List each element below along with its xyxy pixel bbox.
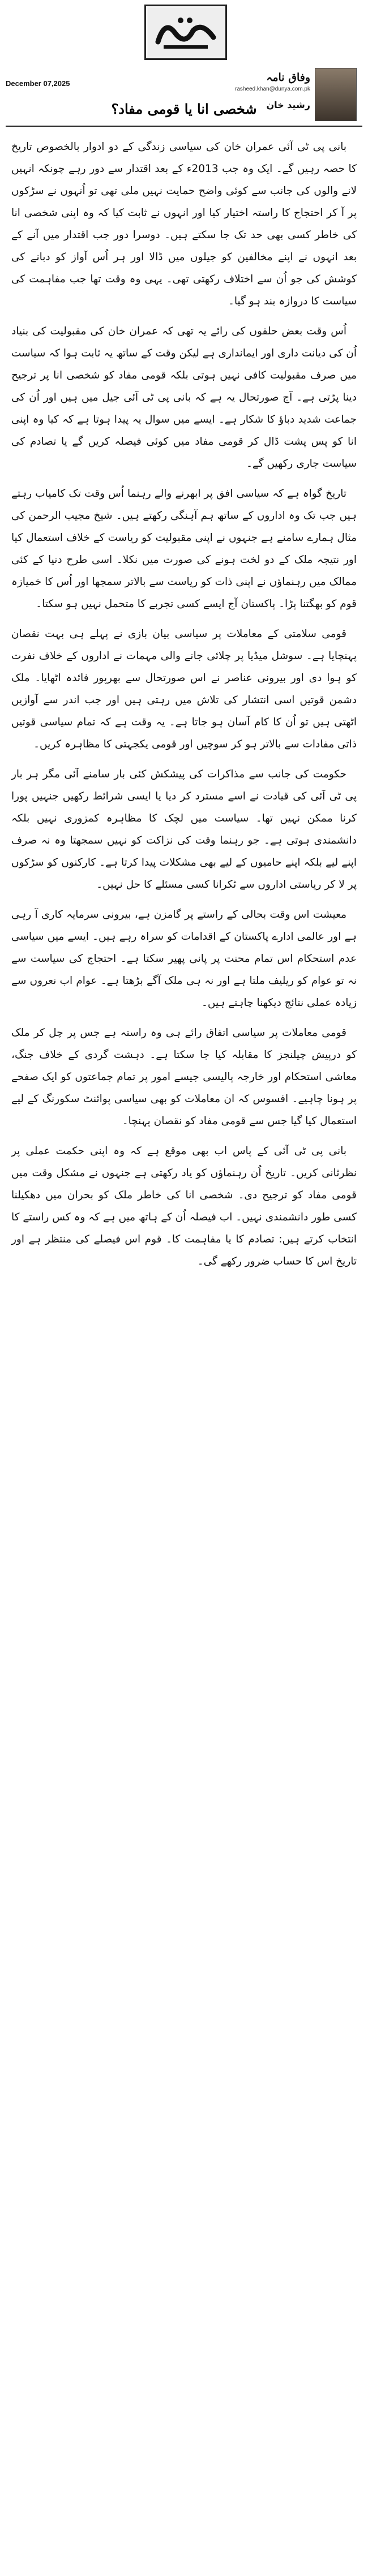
publication-date: December 07,2025 (6, 79, 70, 88)
article-paragraph: تاریخ گواہ ہے کہ سیاسی افق پر ابھرنے والے رہنما اُس وقت تک کامیاب رہتے ہیں جب تک وہ اداروں کے ساتھ ہم آہنگی رکھتے ہیں۔ شیخ مجیب الرحمن کی مثال ہمارے سامنے ہے جنہوں نے اپنی مقبولیت کو ریاست کے خلاف استعمال کیا اور نتیجہ ملک کے دو لخت ہونے کی صورت میں نکلا۔ اسی طرح دنیا کے کئی ممالک میں رہنماؤں نے اپنی ذات کو ریاست سے بالاتر سمجھا اور اُس کا خمیازہ قوم کو بھگتنا پڑا۔ پاکستان آج ایسے کسی تجربے کا متحمل نہیں ہو سکتا۔ (11, 488, 357, 610)
article-paragraph: معیشت اس وقت بحالی کے راستے پر گامزن ہے، بیرونی سرمایہ کاری آ رہی ہے اور عالمی ادارے پاکستان کے اقدامات کو سراہ رہے ہیں۔ ایسے میں سیاسی عدم استحکام اس تمام محنت پر پانی پھیر سکتا ہے۔ احتجاج کی سیاست سے نہ تو عوام کو ریلیف ملتا ہے اور نہ ہی ملک آگے بڑھتا ہے۔ عوام اب نعروں سے زیادہ عملی نتائج دیکھنا چاہتے ہیں۔ (11, 909, 357, 1009)
logo-graphic (148, 8, 224, 57)
article-paragraph: قومی معاملات پر سیاسی اتفاق رائے ہی وہ راستہ ہے جس پر چل کر ملک کو درپیش چیلنجز کا مقابلہ کیا جا سکتا ہے۔ دہشت گردی کے خلاف جنگ، معاشی استحکام اور خارجہ پالیسی جیسے امور پر تمام جماعتوں کو ایک صفحے پر ہونا چاہیے۔ افسوس کہ ان معاملات کو بھی سیاسی پوائنٹ سکورنگ کے لیے استعمال کیا گیا جس سے قومی مفاد کو نقصان پہنچا۔ (11, 1027, 357, 1127)
article-paragraph: قومی سلامتی کے معاملات پر سیاسی بیان بازی نے پہلے ہی بہت نقصان پہنچایا ہے۔ سوشل میڈیا پر چلائی جانے والی مہمات نے اداروں کے خلاف نفرت کو ہوا دی اور بیرونی عناصر نے اس صورتحال سے بھرپور فائدہ اٹھایا۔ ملک دشمن قوتیں اسی انتشار کی تلاش میں رہتی ہیں اور جب اندر سے آوازیں اٹھتی ہیں تو اُن کا کام آسان ہو جاتا ہے۔ یہ وقت ہے کہ تمام سیاسی قوتیں ذاتی مفادات سے بالاتر ہو کر سوچیں اور قومی یکجہتی کا مظاہرہ کریں۔ (11, 628, 357, 750)
byline (187, 68, 357, 130)
article-headline: شخصی انا یا قومی مفاد؟ (111, 101, 257, 117)
article-body (11, 136, 357, 1280)
divider (6, 126, 362, 127)
article-paragraph: بانی پی ٹی آئی عمران خان کی سیاسی زندگی کے دو ادوار بالخصوص تاریخ کا حصہ رہیں گے۔ ایک وہ جب 2013ء کے بعد اقتدار سے دور رہے چونکہ انہیں لانے والوں کی جانب سے کوئی واضح حمایت نہیں ملی تھی تو اُنہوں نے سڑکوں پر آ کر احتجاج کا راستہ اختیار کیا اور انہوں نے ثابت کیا کہ وہ اپنی شخصی انا کی خاطر کسی بھی حد تک جا سکتے ہیں۔ دوسرا دور جب اقتدار میں آنے کے بعد انہوں نے اپنے مخالفین کو جیلوں میں ڈالا اور ہر اُس آواز کو دبانے کی کوشش کی جو اُن سے اختلاف رکھتی تھی۔ یہی وہ وقت تھا جب مفاہمت کی سیاست کا دروازہ بند ہو گیا۔ (11, 141, 357, 307)
column-name: وفاق نامہ (266, 71, 310, 84)
author-name: رشید خان (266, 100, 310, 110)
author-email[interactable]: rasheed.khan@dunya.com.pk (234, 86, 310, 92)
article-paragraph: بانی پی ٹی آئی کے پاس اب بھی موقع ہے کہ وہ اپنی حکمت عملی پر نظرثانی کریں۔ تاریخ اُن رہنماؤں کو یاد رکھتی ہے جنہوں نے مشکل وقت میں قومی مفاد کو ترجیح دی۔ شخصی انا کی خاطر ملک کو بحران میں دھکیلنا کسی طور دانشمندی نہیں۔ اب فیصلہ اُن کے ہاتھ میں ہے کہ وہ کس راستے کا انتخاب کرتے ہیں: تصادم کا یا مفاہمت کا۔ قوم اس فیصلے کی منتظر ہے اور تاریخ اس کا حساب ضرور رکھے گی۔ (11, 1145, 357, 1267)
article-paragraph: اُس وقت بعض حلقوں کی رائے یہ تھی کہ عمران خان کی مقبولیت کی بنیاد اُن کی دیانت داری اور ایمانداری ہے لیکن وقت کے ساتھ یہ ثابت ہوا کہ سیاست میں صرف مقبولیت کافی نہیں ہوتی بلکہ قومی مفاد کو شخصی انا پر ترجیح دینا پڑتی ہے۔ آج صورتحال یہ ہے کہ بانی پی ٹی آئی جیل میں ہیں اور اُن کی جماعت شدید دباؤ کا شکار ہے۔ ایسے میں سوال یہ پیدا ہوتا ہے کہ کیا وہ اپنی انا کو پس پشت ڈال کر قومی مفاد میں کوئی فیصلہ کریں گے یا تصادم کی سیاست جاری رکھیں گے۔ (11, 325, 357, 470)
article-paragraph: حکومت کی جانب سے مذاکرات کی پیشکش کئی بار سامنے آئی مگر ہر بار پی ٹی آئی کی قیادت نے اسے مسترد کر دیا یا ایسی شرائط رکھیں جنہیں پورا کرنا ممکن نہیں تھا۔ سیاست میں لچک کا مظاہرہ کمزوری نہیں بلکہ دانشمندی ہوتی ہے۔ جو رہنما وقت کی نزاکت کو نہیں سمجھتا وہ نہ صرف اپنے لیے بلکہ اپنے حامیوں کے لیے بھی مشکلات پیدا کرتا ہے۔ کارکنوں کو سڑکوں پر لا کر ریاستی اداروں سے ٹکرانا کسی مسئلے کا حل نہیں۔ (11, 768, 357, 891)
newspaper-logo-icon (144, 5, 227, 60)
